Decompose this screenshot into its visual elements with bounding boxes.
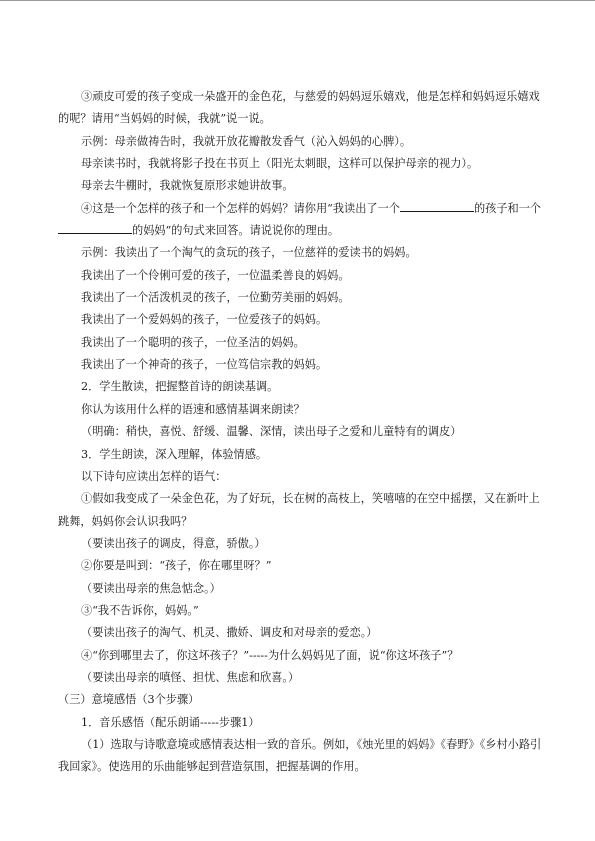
- paragraph-example-naughty: 示例：我读出了一个淘气的贪玩的孩子，一位慈祥的爱读书的妈妈。: [81, 246, 417, 260]
- paragraph-verse-3: ③“我不告诉你，妈妈。”: [81, 603, 199, 617]
- paragraph-verse-2-note: （要读出母亲的焦急惦念。）: [81, 581, 221, 595]
- paragraph-read-lively: 我读出了一个活泼机灵的孩子，一位勤劳美丽的妈妈。: [81, 291, 350, 305]
- paragraph-read-smart: 我读出了一个聪明的孩子，一位圣洁的妈妈。: [81, 335, 305, 349]
- activity-4-part-1: ④这是一个怎样的孩子和一个怎样的妈妈？请你用“我读出了一个: [81, 201, 400, 215]
- paragraph-activity-4: [58, 198, 542, 243]
- paragraph-music-choice: （1）选取与诗歌意境或感情表达相一致的音乐。例如，《烛光里的妈妈》《春野》《乡村小路引我回家》。使选用的乐曲能够起到营造氛围，把握基调的作用。: [58, 737, 542, 774]
- paragraph-read-clever: 我读出了一个伶俐可爱的孩子，一位温柔善良的妈妈。: [81, 268, 350, 282]
- paragraph-example-pray: 示例：母亲做祷告时，我就开放花瓣散发香气（沁入妈妈的心脾）。: [81, 134, 412, 148]
- paragraph-example-read: 母亲读书时，我就将影子投在书页上（阳光太刺眼，这样可以保护母亲的视力）。: [81, 157, 479, 171]
- paragraph-example-barn: 母亲去牛棚时，我就恢复原形求她讲故事。: [81, 179, 294, 193]
- paragraph-verse-intro: 以下诗句应读出怎样的语气：: [81, 469, 227, 483]
- paragraph-read-love: 我读出了一个爱妈妈的孩子，一位爱孩子的妈妈。: [81, 313, 328, 327]
- fill-blank-child: [400, 199, 474, 212]
- page-top-border: [0, 0, 595, 1]
- paragraph-verse-1-note: （要读出孩子的调皮，得意，骄傲。）: [81, 536, 266, 550]
- section-heading-3: （三）意境感悟（3个步骤）: [58, 693, 200, 707]
- fill-blank-mother: [58, 221, 132, 234]
- activity-4-part-2: 的孩子和一个: [473, 201, 542, 215]
- paragraph-answer-tone: （明确：稍快，喜悦、舒缓、温馨、深情，读出母子之爱和儿童特有的调皮）: [81, 425, 462, 439]
- paragraph-step-3: 3．学生朗读，深入理解，体验情感。: [81, 447, 268, 461]
- paragraph-verse-1: ①假如我变成了一朵金色花，为了好玩，长在树的高枝上，笑嘻嘻的在空中摇摆，又在新叶上跳舞，妈妈你会认识我吗？: [58, 492, 540, 528]
- paragraph-verse-4: ④“你到哪里去了，你这坏孩子？”-----为什么妈妈见了面，说“你这坏孩子”？: [81, 648, 459, 662]
- paragraph-step-2: 2．学生散读，把握整首诗的朗读基调。: [81, 380, 279, 394]
- paragraph-activity-3: ③顽皮可爱的孩子变成一朵盛开的金色花，与慈爱的妈妈逗乐嬉戏，他是怎样和妈妈逗乐嬉戏的呢？请用“当妈妈的时候，我就”说一说。: [58, 90, 540, 126]
- paragraph-question-tone: 你认为该用什么样的语速和感情基调来朗读？: [81, 402, 305, 416]
- paragraph-read-magic: 我读出了一个神奇的孩子，一位笃信宗教的妈妈。: [81, 358, 328, 372]
- paragraph-verse-4-note: （要读出母亲的嗔怪、担忧、焦虑和欣喜。）: [81, 670, 300, 684]
- paragraph-verse-3-note: （要读出孩子的淘气、机灵、撒娇、调皮和对母亲的爱恋。）: [81, 626, 378, 640]
- document-body: [58, 86, 542, 779]
- activity-4-part-3: 的妈妈”的句式来回答。请说说你的理由。: [132, 224, 340, 238]
- paragraph-music-step: 1．音乐感悟（配乐朗诵-----步骤1）: [81, 715, 260, 729]
- paragraph-verse-2: ②你要是叫到：“孩子，你在哪里呀？”: [81, 559, 272, 573]
